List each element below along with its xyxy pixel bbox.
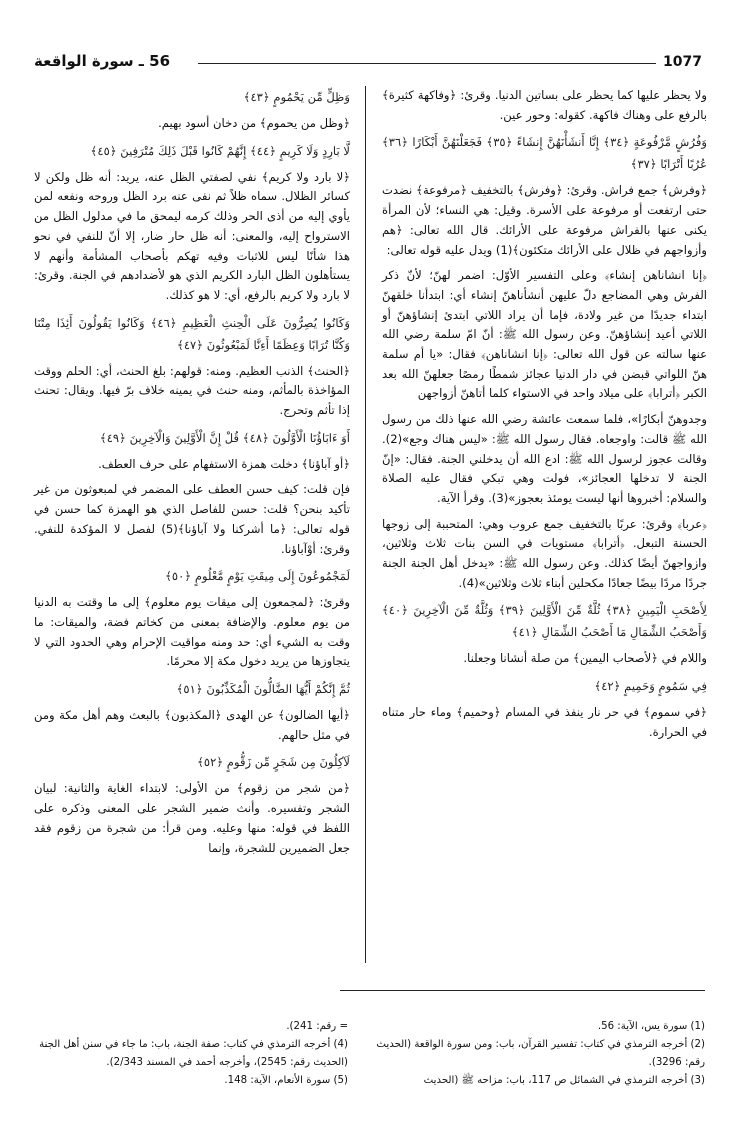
right-column [382, 86, 707, 749]
commentary-paragraph: وقرئ: ﴿لمجمعون إلى ميقات يوم معلوم﴾ إلى ما وقتت به الدنيا من يوم معلوم. والإضافة بمعنى من كخاتم فضة، والميقات: ما وقت به الشيء أي: حد ومنه مواقيت الإحرام وهي الحدود التي لا يتجاوزها من يريد دخول مكة إلا محرمًا. [34, 595, 350, 669]
quran-verse: أَوَ ءَابَاؤُنَا الْأَوَّلُونَ ﴿٤٨﴾ قُلْ إِنَّ الْأَوَّلِينَ وَالْآخِرِينَ ﴿٤٩﴾ [99, 430, 350, 445]
commentary-paragraph: فإن قلت: كيف حسن العطف على المضمر في لمبعوثون من غير تأكيد بنحن؟ قلت: حسن للفاصل الذي هو الهمزة كما حسن في قوله تعالى: ﴿ما أشركنا ولا آباؤنا﴾(5) لفصل لا المؤكدة للنفي. وقرئ: أوْآباؤنا. [34, 482, 350, 556]
footnote-rule [340, 990, 705, 991]
footnotes-right [365, 1018, 705, 1090]
footnote: (3) أخرجه الترمذي في الشمائل ص 117، باب: مزاحه ﷺ (الحديث [423, 1075, 705, 1086]
footnote: (1) سورة يس، الآية: 56. [597, 1021, 705, 1032]
footnote: = رقم: 241). [286, 1021, 348, 1032]
left-column [34, 86, 350, 864]
footnotes-left [30, 1018, 348, 1090]
quran-verse: وَكَانُوا يُصِرُّونَ عَلَى الْحِنثِ الْعَظِيمِ ﴿٤٦﴾ وَكَانُوا يَقُولُونَ أَئِذَا مِتْنَا وَكُنَّا تُرَابًا وَعِظَمًا أَءِنَّا لَمَبْعُوثُونَ ﴿٤٧﴾ [34, 315, 351, 352]
footnote: (5) سورة الأنعام، الآية: 148. [224, 1075, 348, 1086]
quran-verse: وَظِلٍّ مِّن يَحْمُومٍ ﴿٤٣﴾ [243, 90, 350, 104]
commentary-paragraph: ﴿عربا﴾ وقرئ: عربًا بالتخفيف جمع عروب وهي: المتحببة إلى زوجها الحسنة التبعل. ﴿أترابا﴾ مستويات في السن بنات ثلاث وثلاثين، وازواجهنّ أيضًا كذلك. وعن رسول الله ﷺ: «يدخل أهل الجنة الجنة جردًا مردًا بيضًا جعادًا مكحلين أبناء ثلاث وثلاثين»(4). [382, 516, 707, 590]
commentary-paragraph: ﴿أو آباؤنا﴾ دخلت همزة الاستفهام على حرف العطف. [98, 456, 350, 471]
quran-verse: لَّا بَارِدٍ وَلَا كَرِيمٍ ﴿٤٤﴾ إِنَّهُمْ كَانُوا قَبْلَ ذَلِكَ مُتْرَفِينَ ﴿٤٥﴾ [90, 143, 350, 158]
commentary-paragraph: ولا يحظر عليها كما يحظر على بساتين الدنيا. وقرئ: ﴿وفاكهة كثيرة﴾ بالرفع على وهناك فاكهة. كقوله: وحور عين. [382, 88, 707, 122]
commentary-paragraph: ﴿من شجر من زقوم﴾ من الأولى: لابتداء الغاية والثانية: لبيان الشجر وتفسيره. وأنث ضمير الشجر على المعنى وذكره على اللفظ في قوله: منها وعليه. ومن قرأ: من شجرة من زقوم فقد جعل الضميرين للشجرة، وإنما [34, 781, 350, 855]
commentary-paragraph: ﴿وفرش﴾ جمع فراش. وقرئ: ﴿وفرش﴾ بالتخفيف ﴿مرفوعة﴾ نضدت حتى ارتفعت أو مرفوعة على الأسرة. وقيل: هي النساء؛ لأن المرأة يكنى عنها بالفراش مرفوعة على الأرائك. قال الله تعالى: ﴿هم وأزواجهم في ظلال على الأرائك متكئون﴾(1) ويدل عليه قوله تعالى: [382, 183, 707, 257]
quran-verse: لَمَجْمُوعُونَ إِلَى مِيقَتِ يَوْمٍ مَّعْلُومٍ ﴿٥٠﴾ [165, 569, 350, 584]
column-divider [365, 86, 367, 963]
quran-verse: لِأَصْحَبِ الْيَمِينِ ﴿٣٨﴾ ثُلَّةٌ مِّنَ الْأَوَّلِينَ ﴿٣٩﴾ وَثُلَّةٌ مِّنَ الْآخِرِينَ ﴿٤٠﴾ وَأَصْحَبُ الشِّمَالِ مَا أَصْحَبُ الشِّمَالِ ﴿٤١﴾ [382, 603, 707, 640]
footnote: (4) أخرجه الترمذي في كتاب: صفة الجنة، باب: ما جاء في سنن أهل الجنة (الحديث رقم: 2545)، وأخرجه أحمد في المسند 2/343). [39, 1039, 348, 1068]
footnote: (2) أخرجه الترمذي في كتاب: تفسير القرآن، باب: ومن سورة الواقعة (الحديث رقم: 3296). [376, 1039, 705, 1068]
page-header [26, 52, 716, 76]
commentary-paragraph: ﴿إنا انشاناهن إنشاء﴾ وعلى التفسير الأوّل: اضمر لهنّ؛ لأنّ ذكر الفرش وهي المضاجع دلّ عليهن أنشأناهنّ إنشاء أي: ابتدأنا خلقهنّ ابتداء جديدًا من غير ولادة، فإما أن يراد اللاتي ابتدئ إنشاؤهنّ أو اللاتي أعيد إنشاؤهنّ. وعن رسول الله ﷺ: أنّ امّ سلمة رضي الله عنها سالته عن قول الله تعالى: ﴿إنا انشاناهن﴾ فقال: «يا أم سلمة هنّ اللواتي قبضن في دار الدنيا عجائز شمطًا رمصًا جعلهنّ الله بعد الكبر ﴿أترابا﴾ على ميلاد واحد في الاستواء كلما أتاهنّ أزواجهن [382, 268, 707, 401]
commentary-paragraph: ﴿في سموم﴾ في حر نار ينفذ في المسام ﴿وحميم﴾ وماء حار متناه في الحرارة. [382, 705, 707, 739]
commentary-paragraph: واللام في ﴿لأصحاب اليمين﴾ من صلة أنشانا وجعلنا. [463, 651, 707, 666]
surah-title: 56 ـ سورة الواقعة [34, 52, 171, 70]
quran-verse: لَآكِلُونَ مِن شَجَرٍ مِّن زَقُّومٍ ﴿٥٢﴾ [197, 755, 350, 770]
commentary-paragraph: وجدوهنّ أبكارًا»، فلما سمعت عائشة رضي الله عنها ذلك من رسول الله ﷺ قالت: واوجعاه. فقال رسول الله ﷺ: «ليس هناك وجع»(2). وقالت عجوز لرسول الله ﷺ: ادع الله أن يدخلني الجنة. فقال: «إنّ الجنة لا تدخلها العجائز»، فولت وهي تبكي فقال عليه الصلاة والسلام: أخبروها أنها ليست يومئذ بعجوز»(3). وقرأ الآية. [382, 412, 707, 505]
commentary-paragraph: ﴿الحنث﴾ الذنب العظيم. ومنه: قولهم: بلغ الحنث، أي: الحلم ووقت المؤاخذة بالمأثم، ومنه حنث في يمينه خلاف برّ فيها. ويقال: تحنث إذا تأثم وتحرج. [34, 363, 350, 418]
page-number: 1077 [663, 54, 702, 70]
quran-verse: ثُمَّ إِنَّكُمْ أَيُّهَا الضَّالُّونَ الْمُكَذِّبُونَ ﴿٥١﴾ [176, 682, 350, 697]
commentary-paragraph: ﴿وظل من يحموم﴾ من دخان أسود بهيم. [158, 116, 350, 130]
commentary-paragraph: ﴿لا بارد ولا كريم﴾ نفي لصفتي الظل عنه، يريد: أنه ظل ولكن لا كسائر الظلال. سماه ظلاً ثم نفى عنه برد الظل وروحه ونفعه لمن يأوي إليه من أذى الحر وذلك كرمه ليمحق ما في مدلول الظل من الاسترواح إليه، والمعنى: أنه ظل حار ضار، إلا أنّ للنفي في نحو هذا شأنًا ليس للاثبات وفيه تهكم بأصحاب المشأمة وأنهم لا يستأهلون الظل البارد الكريم الذي هو لأضدادهم في الجنة. وقرئ: لا بارد ولا كريم بالرفع، أي: لا هو كذلك. [34, 169, 350, 302]
quran-verse: فِي سَمُومٍ وَحَمِيمٍ ﴿٤٢﴾ [594, 679, 707, 694]
commentary-paragraph: ﴿أيها الضالون﴾ عن الهدى ﴿المكذبون﴾ بالبعث وهم أهل مكة ومن في مثل حالهم. [34, 708, 350, 742]
quran-verse: وَفُرُشٍ مَّرْفُوعَةٍ ﴿٣٤﴾ إِنَّا أَنشَأْنَهُنَّ إِنشَاءً ﴿٣٥﴾ فَجَعَلْنَهُنَّ أَبْكَارًا ﴿٣٦﴾ عُرُبًا أَتْرَابًا ﴿٣٧﴾ [382, 135, 707, 172]
header-rule [198, 63, 656, 64]
